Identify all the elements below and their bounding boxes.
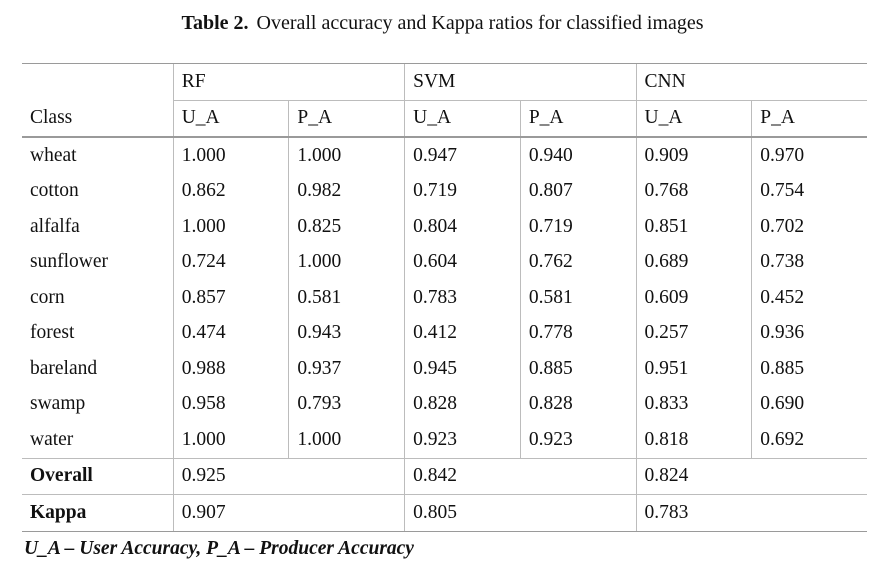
table-row	[22, 387, 867, 423]
summary-value: 0.783	[636, 495, 867, 532]
table-caption	[0, 12, 885, 35]
empty-corner-cell	[22, 64, 173, 101]
value-cell: 0.719	[405, 174, 521, 210]
summary-row-kappa	[22, 495, 867, 532]
value-cell: 0.937	[289, 351, 405, 387]
group-header-rf: RF	[173, 64, 404, 101]
value-cell: 0.982	[289, 174, 405, 210]
class-cell: forest	[30, 322, 75, 344]
value-cell: 0.692	[752, 422, 867, 458]
value-cell: 0.857	[173, 280, 289, 316]
value-cell: 0.851	[636, 209, 752, 245]
value-cell: 0.474	[173, 316, 289, 352]
value-cell: 0.936	[752, 316, 867, 352]
sub-header-cell: U_A	[636, 100, 752, 137]
class-cell: sunflower	[30, 251, 108, 273]
value-cell: 0.818	[636, 422, 752, 458]
summary-value: 0.805	[405, 495, 636, 532]
value-cell: 0.702	[752, 209, 867, 245]
value-cell: 0.724	[173, 245, 289, 281]
value-cell: 0.909	[636, 137, 752, 174]
table-row	[22, 137, 867, 174]
value-cell: 0.581	[520, 280, 636, 316]
table-row	[22, 351, 867, 387]
value-cell: 0.754	[752, 174, 867, 210]
class-cell: alfalfa	[30, 215, 80, 237]
sub-header-cell: U_A	[173, 100, 289, 137]
summary-row-overall	[22, 458, 867, 495]
sub-header-cell: P_A	[752, 100, 867, 137]
class-cell: cotton	[30, 180, 79, 202]
value-cell: 0.940	[520, 137, 636, 174]
class-cell: wheat	[30, 144, 77, 166]
value-cell: 0.833	[636, 387, 752, 423]
table-row	[22, 316, 867, 352]
group-header-svm: SVM	[405, 64, 636, 101]
value-cell: 0.828	[520, 387, 636, 423]
value-cell: 0.768	[636, 174, 752, 210]
class-cell: swamp	[30, 393, 86, 415]
sub-header-cell: P_A	[289, 100, 405, 137]
value-cell: 1.000	[173, 137, 289, 174]
value-cell: 0.988	[173, 351, 289, 387]
table-row	[22, 280, 867, 316]
summary-value: 0.824	[636, 458, 867, 495]
value-cell: 0.923	[520, 422, 636, 458]
value-cell: 0.951	[636, 351, 752, 387]
sub-header-row	[22, 100, 867, 137]
summary-value: 0.925	[173, 458, 404, 495]
value-cell: 0.778	[520, 316, 636, 352]
value-cell: 0.257	[636, 316, 752, 352]
value-cell: 0.885	[752, 351, 867, 387]
class-cell: water	[30, 428, 74, 450]
accuracy-table	[22, 63, 867, 532]
class-cell: corn	[30, 286, 65, 308]
value-cell: 0.885	[520, 351, 636, 387]
value-cell: 1.000	[289, 137, 405, 174]
group-header-row	[22, 64, 867, 101]
value-cell: 0.690	[752, 387, 867, 423]
summary-value: 0.907	[173, 495, 404, 532]
value-cell: 0.804	[405, 209, 521, 245]
value-cell: 0.762	[520, 245, 636, 281]
value-cell: 0.862	[173, 174, 289, 210]
sub-header-cell: U_A	[405, 100, 521, 137]
class-cell: bareland	[30, 357, 98, 379]
value-cell: 0.947	[405, 137, 521, 174]
value-cell: 0.689	[636, 245, 752, 281]
value-cell: 0.923	[405, 422, 521, 458]
value-cell: 0.604	[405, 245, 521, 281]
value-cell: 1.000	[289, 422, 405, 458]
summary-label: Overall	[22, 458, 173, 495]
value-cell: 1.000	[173, 209, 289, 245]
value-cell: 0.807	[520, 174, 636, 210]
value-cell: 0.828	[405, 387, 521, 423]
caption-text: Overall accuracy and Kappa ratios for classified images	[256, 12, 704, 34]
table-footnote: U_A – User Accuracy, P_A – Producer Accuracy	[24, 538, 414, 559]
value-cell: 0.452	[752, 280, 867, 316]
value-cell: 0.958	[173, 387, 289, 423]
table-row	[22, 422, 867, 458]
value-cell: 0.793	[289, 387, 405, 423]
value-cell: 0.825	[289, 209, 405, 245]
value-cell: 0.581	[289, 280, 405, 316]
value-cell: 0.783	[405, 280, 521, 316]
value-cell: 0.738	[752, 245, 867, 281]
value-cell: 0.412	[405, 316, 521, 352]
table-row	[22, 209, 867, 245]
value-cell: 0.945	[405, 351, 521, 387]
group-header-cnn: CNN	[636, 64, 867, 101]
caption-label: Table 2.	[181, 12, 249, 34]
value-cell: 0.943	[289, 316, 405, 352]
table-row	[22, 245, 867, 281]
table-row	[22, 174, 867, 210]
sub-header-cell: P_A	[520, 100, 636, 137]
summary-value: 0.842	[405, 458, 636, 495]
value-cell: 0.970	[752, 137, 867, 174]
value-cell: 1.000	[173, 422, 289, 458]
value-cell: 0.609	[636, 280, 752, 316]
summary-label: Kappa	[22, 495, 173, 532]
value-cell: 0.719	[520, 209, 636, 245]
class-header: Class	[22, 100, 173, 137]
value-cell: 1.000	[289, 245, 405, 281]
